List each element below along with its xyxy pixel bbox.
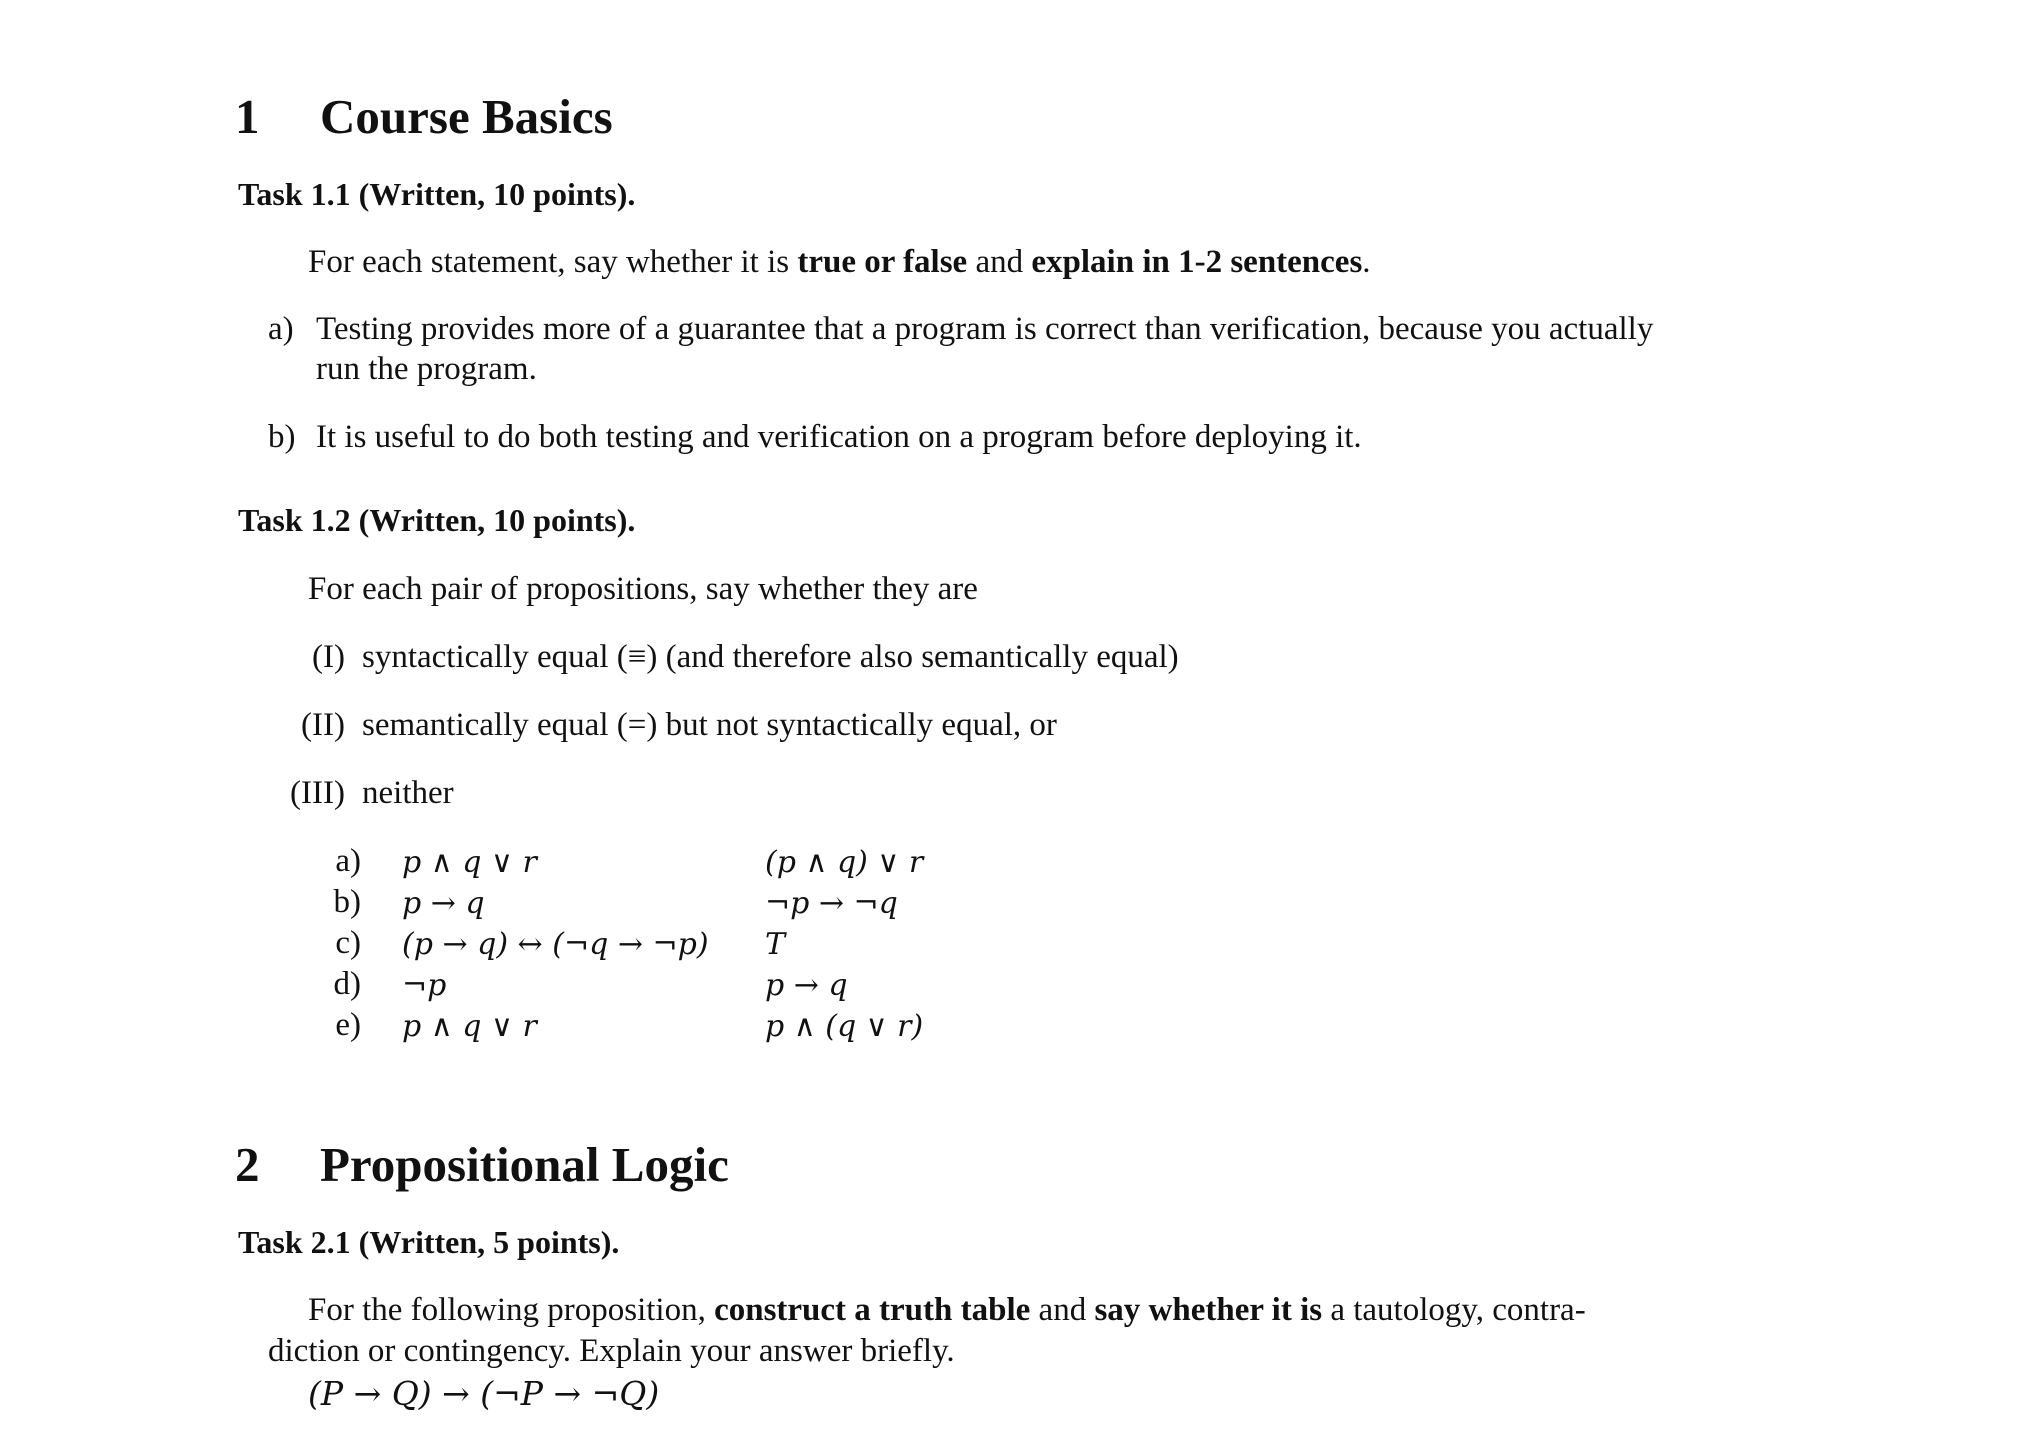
task-1-1-intro-pre: For each statement, say whether it is <box>308 244 798 280</box>
task-1-2-intro: For each pair of propositions, say whether they are <box>308 571 978 607</box>
pair-b-label: b) <box>333 884 361 920</box>
pair-b-right: ¬p → ¬q <box>765 886 898 921</box>
section-1-title: Course Basics <box>320 89 613 144</box>
section-1-number: 1 <box>235 89 260 144</box>
task-1-1-intro-bold-2: explain in 1-2 sentences <box>1031 244 1363 280</box>
option-text-i: syntactically equal (≡) (and therefore also semantically equal) <box>362 639 1179 675</box>
task-1-1-intro-post: . <box>1362 244 1371 280</box>
task-1-1-intro <box>308 243 1371 283</box>
task-1-1-intro-bold-1: true or false <box>797 244 968 280</box>
task-1-1-item-a-label: a) <box>268 311 294 347</box>
task-1-1-title: Task 1.1 (Written, 10 points). <box>238 176 636 212</box>
pair-e-right: p ∧ (q ∨ r) <box>765 1009 924 1044</box>
task-1-1-item-a-line-1: Testing provides more of a guarantee that a program is correct than verification, because you actually <box>316 311 1654 347</box>
task-2-1-title: Task 2.1 (Written, 5 points). <box>238 1224 620 1260</box>
task-1-1-item-a-line-2: run the program. <box>316 351 537 387</box>
task-1-1-item-b-label: b) <box>268 419 296 455</box>
task-2-1-paragraph-line-1 <box>308 1291 1586 1331</box>
option-text-iii: neither <box>362 775 454 811</box>
pair-e-label: e) <box>335 1007 361 1043</box>
pair-c-right: T <box>765 927 786 962</box>
option-label-iii: (III) <box>290 775 345 811</box>
option-label-ii: (II) <box>301 707 345 743</box>
task-2-1-para-bold-2: say whether it is <box>1094 1292 1323 1328</box>
pair-d-label: d) <box>333 966 361 1002</box>
task-1-1-intro-mid: and <box>967 244 1032 280</box>
pair-d-right: p → q <box>765 968 848 1003</box>
pair-c-label: c) <box>335 925 361 961</box>
pair-e-left: p ∧ q ∨ r <box>402 1009 537 1044</box>
task-1-1-item-b-line-1: It is useful to do both testing and verification on a program before deploying it. <box>316 419 1362 455</box>
pair-c-left: (p → q) ↔ (¬q → ¬p) <box>402 927 709 962</box>
option-text-ii: semantically equal (=) but not syntactically equal, or <box>362 707 1057 743</box>
pair-a-right: (p ∧ q) ∨ r <box>765 845 924 880</box>
task-2-1-formula: (P → Q) → (¬P → ¬Q) <box>308 1374 660 1413</box>
pair-a-left: p ∧ q ∨ r <box>402 845 537 880</box>
task-2-1-para-pre: For the following proposition, <box>308 1292 715 1328</box>
section-2-title: Propositional Logic <box>320 1137 729 1192</box>
task-2-1-paragraph-line-2: diction or contingency. Explain your answer briefly. <box>268 1333 955 1369</box>
option-label-i: (I) <box>312 639 345 675</box>
pair-a-label: a) <box>335 843 361 879</box>
pair-d-left: ¬p <box>402 968 447 1003</box>
task-2-1-para-post: a tautology, contra- <box>1322 1292 1586 1328</box>
task-2-1-para-mid: and <box>1030 1292 1095 1328</box>
pair-b-left: p → q <box>402 886 485 921</box>
task-2-1-para-bold-1: construct a truth table <box>714 1292 1031 1328</box>
task-1-2-title: Task 1.2 (Written, 10 points). <box>238 502 636 538</box>
section-2-number: 2 <box>235 1137 260 1192</box>
